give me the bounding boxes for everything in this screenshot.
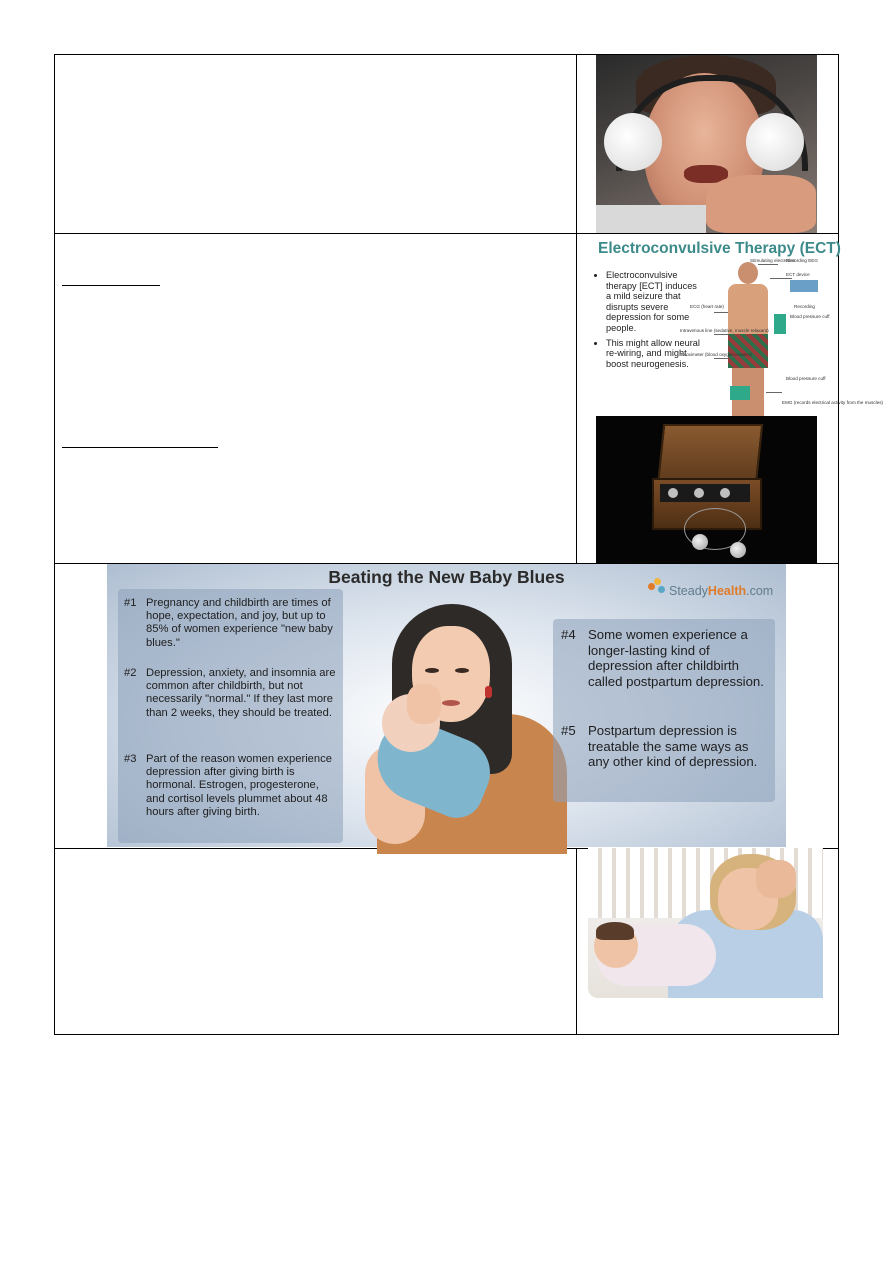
fact-item [561,627,769,711]
diagram-label: Blood pressure cuff [786,376,826,381]
figure-shorts [728,334,768,368]
baby-blues-infographic [107,564,786,847]
ect-bullet: • This might allow neural re-wiring, and might boost neurogenesis. [606,338,702,370]
ect-diagram-title: Electroconvulsive Therapy (ECT) [598,240,841,257]
mother-eye [455,668,469,673]
table-column-divider [576,233,577,563]
diagram-label: ECG (heart rate) [690,304,724,309]
fact-item [124,667,338,747]
fact-item [124,753,338,839]
label-leader [766,392,782,393]
mother-hand [756,860,796,898]
bp-cuff-leg [730,386,750,400]
fact-text: Pregnancy and childbirth are times of hope, expectation, and joy, but up to 85% of women experience "new baby blues." [146,597,333,649]
hand-shape [706,175,816,233]
heading-underline [62,447,218,448]
label-leader [714,312,728,313]
diagram-label: Recording EEG [786,258,818,263]
brand-highlight: Health [707,584,747,598]
diagram-label: ECT device [786,272,810,277]
table-column-divider [576,848,577,1035]
brand-prefix: Steady [669,584,708,598]
electrode-paddle [730,542,746,558]
fact-text: Depression, anxiety, and insomnia are common after childbirth, but not necessarily "normal." If they last more than 2 weeks, they should be treated. [146,667,336,719]
facts-panel-right [553,619,775,802]
diagram-label: Stimulating electrodes [750,258,796,263]
antique-ect-device-photo [596,416,817,563]
diagram-label: To oximeter (blood oxygen monitor) [680,352,753,357]
dial-knob [720,488,730,498]
electrode-paddle [692,534,708,550]
fact-number: #1 [124,597,137,609]
fact-text: Part of the reason women experience depression after giving birth is hormonal. Estrogen, progesterone, and cortisol levels plummet about 48 hours after giving birth. [146,753,332,818]
shirt-shape [596,205,706,233]
diagram-label: Intravenous line (sedative, muscle relaxant) [680,328,769,333]
diagram-label: Recording [794,304,815,309]
figure-head [738,262,758,284]
ect-bullet-list [596,270,702,373]
label-leader [714,334,728,335]
dial-knob [694,488,704,498]
earring [485,686,492,698]
fact-number: #2 [124,667,137,679]
infographic-title: Beating the New Baby Blues [328,567,565,587]
steadyhealth-logo-icon [648,578,666,596]
heading-underline [62,285,160,286]
diagram-label: Blood pressure cuff [790,314,830,319]
fact-item [561,723,769,797]
electrode-pad [604,113,662,171]
dial-knob [668,488,678,498]
fact-number: #3 [124,753,137,765]
mother-mouth [442,700,460,706]
electrode-pad [746,113,804,171]
label-leader [758,264,778,265]
mother-hand [407,684,441,724]
brand-name [669,584,773,598]
ect-bullet: • Electroconvulsive therapy [ECT] induces a mild seizure that disrupts severe depression for some people. [606,270,702,334]
fact-number: #5 [561,723,576,738]
brand-suffix: .com [746,584,774,598]
diagram-label: EMG (records electrical activity from the muscles) [782,400,884,405]
label-leader [770,278,792,279]
baby-hair [596,922,634,940]
device-lid [657,424,764,486]
fact-item [124,597,338,663]
ect-diagram [590,234,884,416]
fact-text: Some women experience a longer-lasting kind of depression after childbirth called postpartum depression. [588,627,764,689]
ect-patient-photo [596,55,817,233]
fact-text: Postpartum depression is treatable the same ways as any other kind of depression. [588,723,758,770]
bp-cuff-arm [774,314,786,334]
ect-device-box [790,280,818,292]
tired-mother-with-baby-photo [588,848,823,998]
table-column-divider [576,54,577,233]
label-leader [714,358,728,359]
mother-eye [425,668,439,673]
facts-panel-left [118,589,343,843]
fact-number: #4 [561,627,576,642]
